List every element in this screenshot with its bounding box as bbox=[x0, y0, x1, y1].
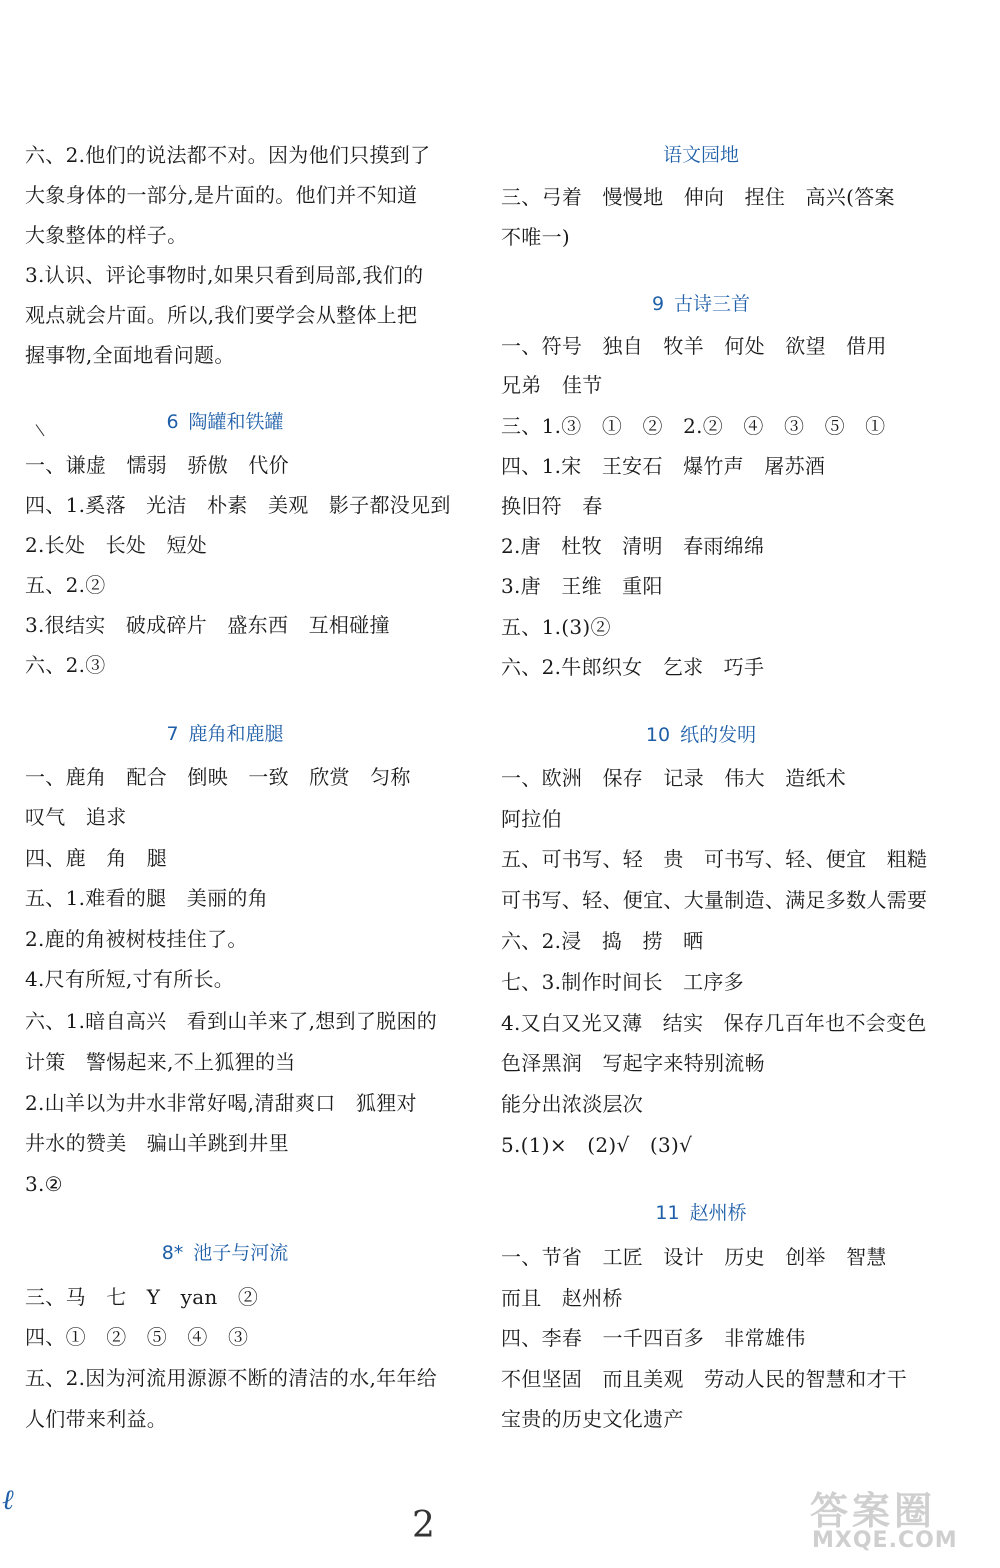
answer-line: 五、1.(3)② bbox=[501, 615, 611, 639]
corner-decoration-icon: ℓ bbox=[2, 1483, 14, 1516]
section-heading-7 bbox=[25, 721, 425, 747]
section-heading-8 bbox=[25, 1240, 425, 1266]
answer-line: 一、谦虚 懦弱 骄傲 代价 bbox=[25, 453, 289, 477]
section-title: 语文园地 bbox=[662, 144, 739, 166]
watermark-bottom: MXQE.COM bbox=[812, 1528, 958, 1553]
answer-line: 2.长处 长处 短处 bbox=[25, 533, 208, 557]
answer-line: 三、1.③ ① ② 2.② ④ ③ ⑤ ① bbox=[501, 414, 886, 438]
answer-line: 色泽黑润 写起字来特别流畅 bbox=[501, 1051, 765, 1075]
section-number: 9 bbox=[651, 293, 665, 315]
section-heading-garden bbox=[501, 142, 901, 168]
section-heading-6 bbox=[25, 409, 425, 435]
answer-line: 一、欧洲 保存 记录 伟大 造纸术 bbox=[501, 766, 847, 790]
answer-line: 四、① ② ⑤ ④ ③ bbox=[25, 1325, 249, 1349]
section-heading-11 bbox=[501, 1200, 901, 1226]
answer-line: 而且 赵州桥 bbox=[501, 1286, 623, 1310]
answer-line: 计策 警惕起来,不上狐狸的当 bbox=[25, 1050, 296, 1074]
answer-line: 3.认识、评论事物时,如果只看到局部,我们的 bbox=[25, 263, 424, 287]
answer-line: 四、李春 一千四百多 非常雄伟 bbox=[501, 1326, 806, 1350]
answer-line: 五、可书写、轻 贵 可书写、轻、便宜 粗糙 bbox=[501, 847, 928, 871]
section-title: 鹿角和鹿腿 bbox=[188, 723, 284, 745]
answer-line: 可书写、轻、便宜、大量制造、满足多数人需要 bbox=[501, 888, 928, 912]
answer-line: 五、2.② bbox=[25, 573, 106, 597]
answer-line: 4.尺有所短,寸有所长。 bbox=[25, 967, 235, 991]
answer-line: 不唯一) bbox=[501, 225, 571, 249]
answer-line: 4.又白又光又薄 结实 保存几百年也不会变色 bbox=[501, 1011, 927, 1035]
page-number: 2 bbox=[412, 1505, 435, 1546]
section-number: 10 bbox=[645, 724, 671, 746]
answer-line: 2.鹿的角被树枝挂住了。 bbox=[25, 927, 248, 951]
answer-line: 3.唐 王维 重阳 bbox=[501, 574, 663, 598]
answer-line: 一、节省 工匠 设计 历史 创举 智慧 bbox=[501, 1245, 887, 1269]
answer-line: 3.很结实 破成碎片 盛东西 互相碰撞 bbox=[25, 613, 390, 637]
answer-line: 2.唐 杜牧 清明 春雨绵绵 bbox=[501, 534, 765, 558]
answer-line: 七、3.制作时间长 工序多 bbox=[501, 970, 744, 994]
answer-line: 不但坚固 而且美观 劳动人民的智慧和才干 bbox=[501, 1367, 907, 1391]
section-title: 纸的发明 bbox=[680, 724, 757, 746]
answer-line: 四、1.宋 王安石 爆竹声 屠苏酒 bbox=[501, 454, 826, 478]
section-number: 7 bbox=[166, 723, 179, 745]
section-heading-9 bbox=[501, 291, 901, 317]
answer-line: 换旧符 春 bbox=[501, 494, 603, 518]
answer-line: 五、1.难看的腿 美丽的角 bbox=[25, 886, 268, 910]
answer-line: 叹气 追求 bbox=[25, 805, 127, 829]
answer-line: 5.(1)× (2)√ (3)√ bbox=[501, 1133, 693, 1157]
answer-line: 六、1.暗自高兴 看到山羊来了,想到了脱困的 bbox=[25, 1009, 438, 1033]
section-heading-10 bbox=[501, 722, 901, 748]
section-number: 6 bbox=[166, 411, 179, 433]
answer-line: 兄弟 佳节 bbox=[501, 373, 603, 397]
section-title: 池子与河流 bbox=[193, 1242, 289, 1264]
answer-line: 阿拉伯 bbox=[501, 807, 562, 831]
answer-line: 五、2.因为河流用源源不断的清洁的水,年年给 bbox=[25, 1366, 438, 1390]
answer-line: 三、弓着 慢慢地 伸向 捏住 高兴(答案 bbox=[501, 185, 895, 209]
answer-line: 六、2.浸 捣 捞 晒 bbox=[501, 929, 704, 953]
section-title: 古诗三首 bbox=[674, 293, 751, 315]
answer-line: 大象身体的一部分,是片面的。他们并不知道 bbox=[25, 183, 418, 207]
section-number: 11 bbox=[655, 1202, 680, 1224]
answer-line: 观点就会片面。所以,我们要学会从整体上把 bbox=[25, 303, 418, 327]
answer-line: 一、鹿角 配合 倒映 一致 欣赏 匀称 bbox=[25, 765, 411, 789]
watermark-top: 答案圈 bbox=[810, 1489, 937, 1533]
answer-line: 井水的赞美 骗山羊跳到井里 bbox=[25, 1131, 289, 1155]
answer-line: 六、2.牛郎织女 乞求 巧手 bbox=[501, 655, 765, 679]
answer-line: 六、2.他们的说法都不对。因为他们只摸到了 bbox=[25, 143, 431, 167]
answer-line: 宝贵的历史文化遗产 bbox=[501, 1407, 684, 1431]
answer-line: 六、2.③ bbox=[25, 653, 106, 677]
answer-line: 2.山羊以为井水非常好喝,清甜爽口 狐狸对 bbox=[25, 1091, 417, 1115]
section-number: 8* bbox=[161, 1242, 184, 1264]
answer-line: 大象整体的样子。 bbox=[25, 223, 188, 247]
answer-line: 人们带来利益。 bbox=[25, 1407, 168, 1431]
answer-line: 四、鹿 角 腿 bbox=[25, 846, 168, 870]
answer-line: 一、符号 独自 牧羊 何处 欲望 借用 bbox=[501, 334, 887, 358]
section-title: 陶罐和铁罐 bbox=[188, 411, 284, 433]
answer-line: 握事物,全面地看问题。 bbox=[25, 343, 235, 367]
answer-line: 三、马 七 Y yan ② bbox=[25, 1285, 259, 1309]
section-title: 赵州桥 bbox=[689, 1202, 747, 1224]
answer-line: 四、1.奚落 光洁 朴素 美观 影子都没见到 bbox=[25, 493, 451, 517]
answer-line: 能分出浓淡层次 bbox=[501, 1092, 644, 1116]
answer-line: 3.② bbox=[25, 1172, 63, 1196]
watermark-logo bbox=[810, 1480, 990, 1560]
